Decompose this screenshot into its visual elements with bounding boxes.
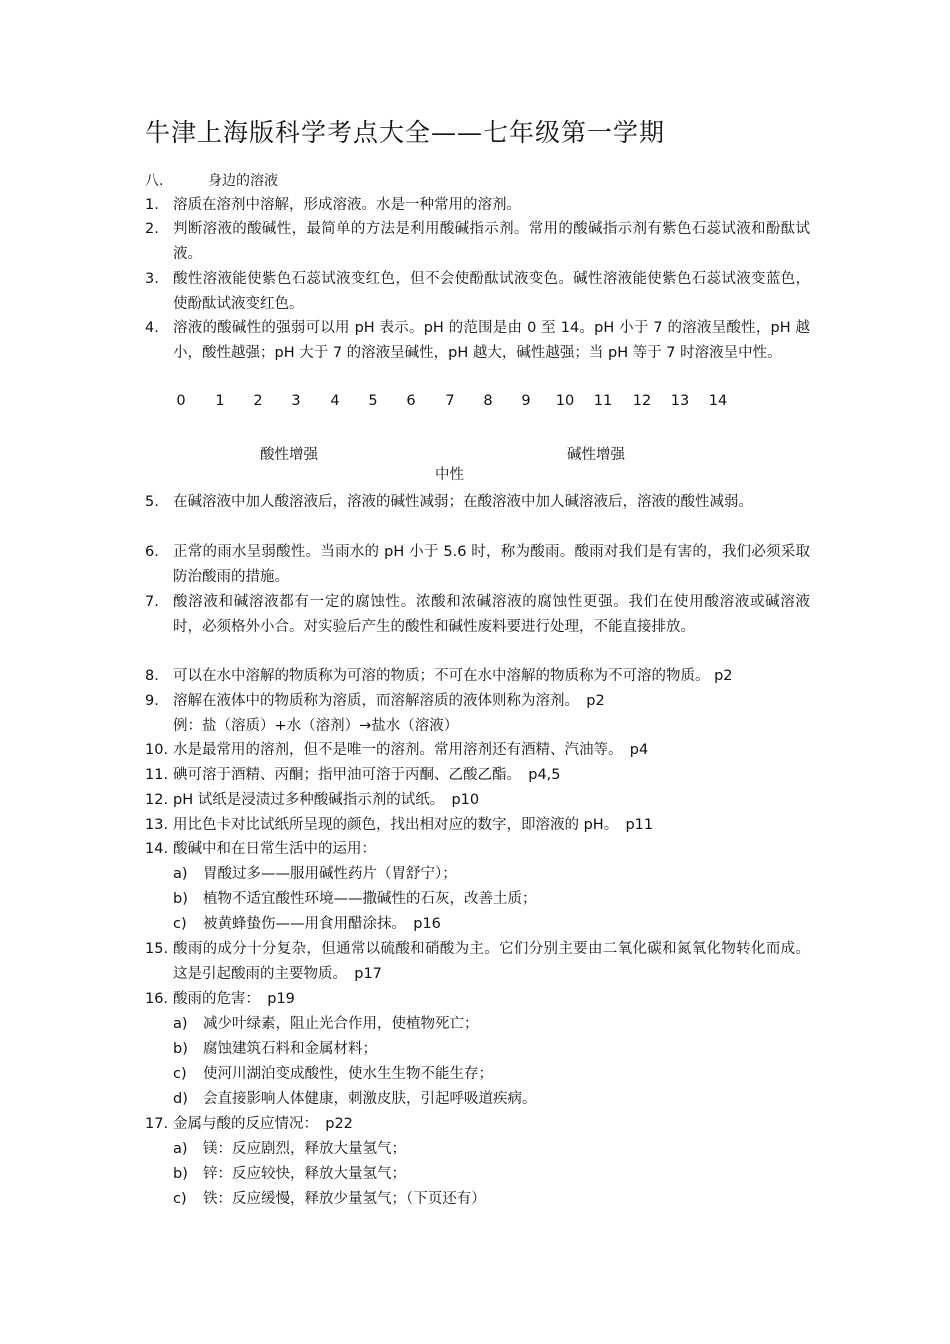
item-text: 可以在水中溶解的物质称为可溶的物质；不可在水中溶解的物质称为不可溶的物质。 p2 [173,668,733,684]
list-item [145,788,810,813]
list-item [145,837,810,862]
sub-item [173,1162,813,1187]
list-item [145,217,810,267]
item-number: 10. [145,742,169,758]
neutral-label: 中性 [435,467,464,483]
item-text: 判断溶液的酸碱性，最简单的方法是利用酸碱指示剂。常用的酸碱指示剂有紫色石蕊试液和酚酞试液。 [173,221,810,262]
item-number: 6. [145,544,159,560]
sub-item-text: 植物不适宜酸性环境——撒碱性的石灰，改善土质； [203,891,537,907]
item-text: 水是最常用的溶剂，但不是唯一的溶剂。常用溶剂还有酒精、汽油等。 p4 [173,742,649,758]
list-item [145,267,810,317]
sub-item-text: 锌：反应较快，释放大量氢气； [203,1166,406,1182]
sub-item-letter: b) [173,1041,188,1057]
sub-item [173,862,813,887]
item-text: pH 试纸是浸渍过多种酸碱指示剂的试纸。 p10 [173,792,480,808]
ph-tick: 5 [368,393,378,409]
sub-item-letter: a) [173,1016,188,1032]
ph-tick: 6 [406,393,416,409]
item-text: 酸性溶液能使紫色石蕊试液变红色，但不会使酚酞试液变色。碱性溶液能使紫色石蕊试液变蓝色，使酚酞试液变红色。 [173,271,810,312]
sub-item-text: 镁：反应剧烈，释放大量氢气； [203,1141,406,1157]
item-number: 15. [145,941,169,957]
item-number: 5. [145,494,159,510]
list-item [145,540,810,590]
item-number: 1. [145,197,159,213]
sub-item-letter: c) [173,916,187,932]
item-number: 11. [145,767,169,783]
ph-tick: 14 [708,393,728,409]
item-number: 14. [145,841,169,857]
list-item [145,316,810,366]
item-number: 3. [145,271,159,287]
sub-item-text: 使河川湖泊变成酸性，使水生生物不能生存； [203,1066,493,1082]
item-text: 酸雨的危害： p19 [173,991,295,1007]
item-number: 16. [145,991,169,1007]
sub-item-letter: a) [173,866,188,882]
example-line: 例：盐（溶质）+水（溶剂）→盐水（溶液） [173,718,459,734]
item-number: 8. [145,668,159,684]
sub-item-text: 胃酸过多——服用碱性药片（胃舒宁）； [203,866,457,882]
ph-tick: 13 [670,393,690,409]
item-number: 17. [145,1116,169,1132]
item-number: 9. [145,693,159,709]
item-number: 4. [145,320,159,336]
sub-item-letter: c) [173,1191,187,1207]
item-text: 碘可溶于酒精、丙酮；指甲油可溶于丙酮、乙酸乙酯。 p4,5 [173,767,561,783]
sub-item-letter: c) [173,1066,187,1082]
item-text: 在碱溶液中加人酸溶液后，溶液的碱性减弱；在酸溶液中加人碱溶液后，溶液的酸性减弱。 [173,494,753,510]
acid-label: 酸性增强 [260,447,318,463]
sub-item [173,1012,813,1037]
sub-item [173,1062,813,1087]
item-text: 溶质在溶剂中溶解，形成溶液。水是一种常用的溶剂。 [173,197,521,213]
sub-item-letter: b) [173,891,188,907]
sub-item-letter: a) [173,1141,188,1157]
item-text: 溶液的酸碱性的强弱可以用 pH 表示。pH 的范围是由 0 至 14。pH 小于 7 的溶液呈酸性，pH 越小，酸性越强；pH 大于 7 的溶液呈碱性，pH 越大，碱性越强；当 pH 等于 7 时溶液呈中性。 [173,320,810,361]
sub-item [173,912,813,937]
ph-tick: 8 [483,393,493,409]
base-label: 碱性增强 [567,447,625,463]
ph-tick: 11 [593,393,613,409]
item-text: 酸溶液和碱溶液都有一定的腐蚀性。浓酸和浓碱溶液的腐蚀性更强。我们在使用酸溶液或碱溶液时，必须格外小合。对实验后产生的酸性和碱性废料要进行处理，不能直接排放。 [173,594,810,635]
item-number: 7. [145,594,159,610]
sub-item-letter: d) [173,1091,188,1107]
item-text: 溶解在液体中的物质称为溶质，而溶解溶质的液体则称为溶剂。 p2 [173,693,605,709]
item-text: 酸碱中和在日常生活中的运用： [173,841,376,857]
ph-tick: 10 [555,393,575,409]
list-item [145,689,810,714]
item-text: 金属与酸的反应情况： p22 [173,1116,353,1132]
list-item [145,937,810,987]
sub-item [173,1137,813,1162]
sub-item-text: 减少叶绿素，阻止光合作用，使植物死亡； [203,1016,479,1032]
item-number: 13. [145,817,169,833]
ph-tick: 0 [176,393,186,409]
list-item [145,590,810,640]
page-title: 牛津上海版科学考点大全——七年级第一学期 [145,118,666,147]
ph-tick: 2 [253,393,263,409]
list-item [145,193,810,218]
ph-tick: 7 [445,393,455,409]
section-heading: 身边的溶液 [208,173,278,189]
sub-item [173,1087,813,1112]
item-number: 2. [145,221,159,237]
sub-item [173,1037,813,1062]
ph-scale [0,393,950,413]
list-item [145,738,810,763]
section-number: 八. [145,173,164,189]
sub-item-letter: b) [173,1166,188,1182]
list-item [145,763,810,788]
sub-item [173,1187,813,1212]
ph-tick: 1 [215,393,225,409]
ph-tick: 12 [632,393,652,409]
item-text: 酸雨的成分十分复杂，但通常以硫酸和硝酸为主。它们分别主要由二氧化碳和氮氧化物转化而成。这是引起酸雨的主要物质。 p17 [173,941,810,982]
ph-tick: 9 [521,393,531,409]
item-text: 正常的雨水呈弱酸性。当雨水的 pH 小于 5.6 时，称为酸雨。酸雨对我们是有害的，我们必须采取防治酸雨的措施。 [173,544,810,585]
sub-item-text: 腐蚀建筑石料和金属材料； [203,1041,377,1057]
list-item [145,987,810,1012]
sub-item-text: 会直接影响人体健康，刺激皮肤，引起呼吸道疾病。 [203,1091,537,1107]
list-item [145,813,810,838]
sub-item-text: 铁：反应缓慢，释放少量氢气；（下页还有） [203,1191,486,1207]
list-item [145,664,810,689]
list-item [145,490,810,515]
list-item [145,1112,810,1137]
sub-item-text: 被黄蜂蛰伤——用食用醋涂抹。 p16 [203,916,441,932]
item-number: 12. [145,792,169,808]
item-text: 用比色卡对比试纸所呈现的颜色，找出相对应的数字，即溶液的 pH。 p11 [173,817,654,833]
sub-item [173,887,813,912]
ph-tick: 3 [291,393,301,409]
ph-tick: 4 [330,393,340,409]
